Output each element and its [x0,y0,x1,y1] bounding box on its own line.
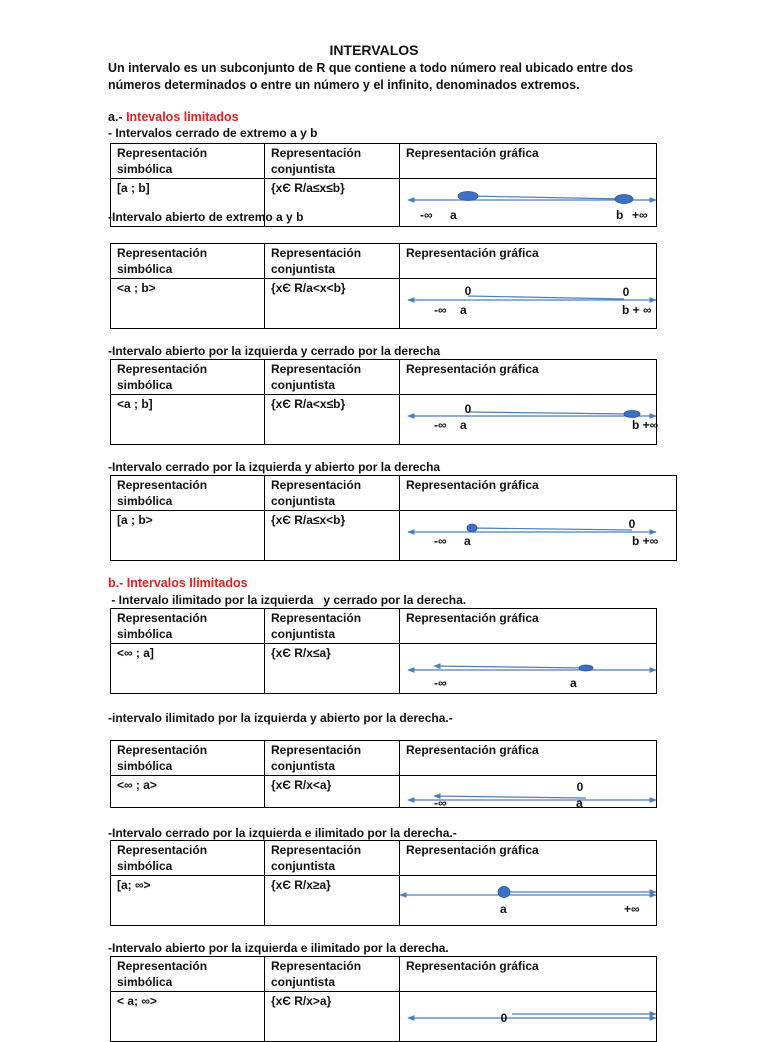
open-endpoint-mark: 0 [628,517,636,532]
header-graphic: Representación gráfica [400,144,657,179]
interval-heading: - Intervalo ilimitado por la izquierda y cerrado por la derecha. [108,593,467,607]
header-graphic: Representación gráfica [400,244,657,279]
number-line-graphic [400,992,670,1042]
header-set: Representación conjuntista [265,476,400,511]
axis-label: a [464,534,471,549]
axis-label: +∞ [632,208,648,223]
graphic-cell [400,395,657,445]
closed-endpoint-dot [615,195,633,204]
axis-label: a [450,208,457,223]
interval-segment [468,196,624,199]
axis-label: b +∞ [632,534,659,549]
section-a-prefix: a.- [108,110,123,124]
graphic-cell [400,776,657,808]
set-cell: {xЄ R/a≤x≤b} [265,179,400,227]
interval-heading: -Intervalo cerrado por la izquierda e ilimitado por la derecha.- [108,826,457,840]
header-graphic: Representación gráfica [400,841,657,876]
interval-table [110,740,657,808]
number-line-graphic [400,776,670,808]
interval-table [110,359,657,445]
header-symbolic: Representación simbólica [111,741,265,776]
axis-label: -∞ [420,208,433,223]
header-graphic: Representación gráfica [400,957,657,992]
document-title: INTERVALOS [329,42,419,58]
number-line-graphic [400,395,670,445]
set-cell: {xЄ R/x≤a} [265,644,400,694]
interval-segment [468,412,632,414]
axis-label: b +∞ [632,418,659,433]
graphic-cell [400,511,677,561]
symbolic-cell: < a; ∞> [111,992,265,1042]
symbolic-cell: [a ; b> [111,511,265,561]
header-graphic: Representación gráfica [400,741,657,776]
header-symbolic: Representación simbólica [111,360,265,395]
closed-endpoint-dot [624,411,640,418]
set-cell: {xЄ R/a≤x<b} [265,511,400,561]
closed-endpoint-dot [467,524,477,532]
axis-label: -∞ [434,303,447,318]
header-set: Representación conjuntista [265,360,400,395]
closed-endpoint-dot [458,192,478,201]
header-graphic: Representación gráfica [400,476,677,511]
interval-table [110,840,657,926]
interval-heading: - Intervalos cerrado de extremo a y b [108,126,318,140]
axis-label: a [570,676,577,691]
header-set: Representación conjuntista [265,957,400,992]
number-line-graphic [400,511,670,561]
graphic-cell [400,644,657,694]
symbolic-cell: <a ; b] [111,395,265,445]
set-cell: {xЄ R/a<x<b} [265,279,400,329]
number-line-graphic [400,644,670,694]
header-symbolic: Representación simbólica [111,244,265,279]
symbolic-cell: <∞ ; a> [111,776,265,808]
interval-segment [434,796,586,798]
number-line-graphic [400,279,670,329]
header-symbolic: Representación simbólica [111,957,265,992]
section-b-heading [108,576,248,590]
set-cell: {xЄ R/x≥a} [265,876,400,926]
number-line-graphic [400,876,670,926]
interval-heading: -Intervalo abierto por la izquierda y cerrado por la derecha [108,344,441,358]
open-endpoint-mark: 0 [500,1011,508,1026]
header-symbolic: Representación simbólica [111,144,265,179]
axis-label: a [576,796,583,808]
open-endpoint-mark: 0 [622,285,630,300]
header-set: Representación conjuntista [265,144,400,179]
symbolic-cell: [a; ∞> [111,876,265,926]
graphic-cell [400,279,657,329]
open-endpoint-mark: 0 [464,284,472,299]
symbolic-cell: <∞ ; a] [111,644,265,694]
closed-endpoint-dot [579,665,593,671]
interval-table [110,243,657,329]
header-symbolic: Representación simbólica [111,609,265,644]
interval-table [110,608,657,694]
open-endpoint-mark: 0 [464,402,472,417]
interval-segment [468,296,624,299]
symbolic-cell: [a ; b] [111,179,265,227]
axis-label: +∞ [624,902,640,917]
set-cell: {xЄ R/a<x≤b} [265,395,400,445]
header-symbolic: Representación simbólica [111,476,265,511]
section-a-label: Intevalos limitados [126,110,239,124]
axis-label: -∞ [434,534,447,549]
set-cell: {xЄ R/x<a} [265,776,400,808]
interval-heading: -Intervalo abierto de extremo a y b [108,210,304,224]
graphic-cell [400,876,657,926]
interval-table [110,956,657,1042]
interval-segment [434,666,586,668]
header-set: Representación conjuntista [265,609,400,644]
section-a-heading [108,110,239,124]
header-symbolic: Representación simbólica [111,841,265,876]
header-set: Representación conjuntista [265,841,400,876]
axis-label: -∞ [434,676,447,691]
graphic-cell [400,179,657,227]
graphic-cell [400,992,657,1042]
interval-segment [472,528,632,530]
interval-heading: -Intervalo cerrado por la izquierda y abierto por la derecha [108,460,441,474]
intro-paragraph: Un intervalo es un subconjunto de R que contiene a todo número real ubicado entre dos números determinados o entre un número y el infinito, denominados extremos. [108,61,634,92]
header-set: Representación conjuntista [265,244,400,279]
axis-label: -∞ [434,418,447,433]
axis-label: -∞ [434,796,447,808]
header-graphic: Representación gráfica [400,609,657,644]
number-line-graphic [400,179,670,227]
section-b-label: b.- Intervalos Ilimitados [108,576,248,590]
set-cell: {xЄ R/x>a} [265,992,400,1042]
open-endpoint-mark: 0 [576,780,584,795]
axis-label: b + ∞ [622,303,652,318]
interval-table [110,475,677,561]
interval-heading: -Intervalo abierto por la izquierda e ilimitado por la derecha. [108,941,449,955]
header-graphic: Representación gráfica [400,360,657,395]
axis-label: a [460,418,467,433]
axis-label: a [460,303,467,318]
axis-label: a [500,902,507,917]
symbolic-cell: <a ; b> [111,279,265,329]
closed-endpoint-dot [498,887,510,898]
interval-heading: -intervalo ilimitado por la izquierda y abierto por la derecha.- [108,711,453,725]
header-set: Representación conjuntista [265,741,400,776]
axis-label: b [616,208,624,223]
